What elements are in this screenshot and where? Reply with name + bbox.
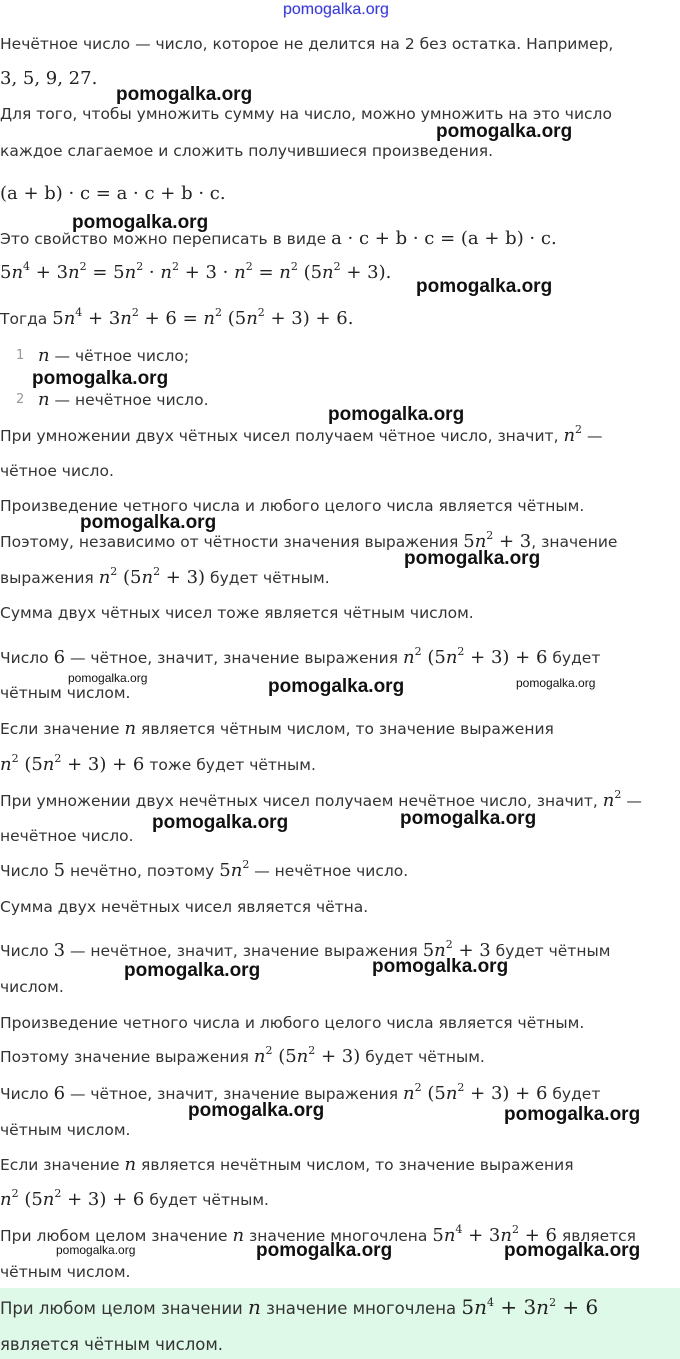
watermark: pomogalka.org: [124, 960, 261, 981]
math-line: $5n^4 + 3n^2 = 5n^2 \cdot n^2 + 3 \cdot n^2 = n^2$ $(5n^2 + 3)$.: [0, 260, 392, 283]
text-line: При любом целом значение n значение многочлена $5n^4 + 3n^2 + 6$ является: [0, 1223, 637, 1246]
math-line: 3, 5, 9, 27.: [0, 68, 98, 89]
watermark: pomogalka.org: [372, 956, 509, 977]
list-item-text: — чётное число;: [54, 347, 190, 365]
paragraph-text: Это свойство можно переписать в виде: [0, 230, 327, 248]
text-line: чётным числом.: [0, 1121, 131, 1139]
list-number: 1: [16, 348, 25, 363]
watermark: pomogalka.org: [152, 812, 289, 833]
list-item: n — нечётное число.: [38, 389, 209, 410]
text-line: выражения $n^2$ $(5n^2 + 3)$ будет чётным.: [0, 565, 330, 588]
watermark: pomogalka.org: [68, 671, 148, 685]
text-line: Сумма двух чётных чисел тоже является чётным числом.: [0, 604, 474, 622]
text-line: Произведение четного числа и любого целого числа является чётным.: [0, 1014, 585, 1032]
watermark: pomogalka.org: [400, 808, 537, 829]
watermark: pomogalka.org: [256, 1240, 393, 1261]
watermark: pomogalka.org: [404, 548, 541, 569]
text-line: [0, 140, 493, 162]
watermark: pomogalka.org: [188, 1100, 325, 1121]
text-line: При умножении двух чётных чисел получаем чётное число, значит, $n^2$ —: [0, 423, 603, 446]
text-line: Сумма двух нечётных чисел является чётна.: [0, 898, 369, 916]
watermark: pomogalka.org: [32, 368, 169, 389]
text-line: Если значение n является нечётным числом, то значение выражения: [0, 1154, 574, 1175]
paragraph-text: Нечётное число — число, которое не делится на 2 без остатка. Например,: [0, 35, 614, 53]
math-inline: a · c + b · c = (a + b) · c.: [331, 228, 557, 249]
watermark: pomogalka.org: [56, 1243, 136, 1257]
list-item: n — чётное число;: [38, 345, 190, 366]
answer-text: При любом целом значении n значение многочлена $5n^4 + 3n^2 + 6$: [0, 1295, 599, 1319]
text-line: Число 6 — чётное, значит, значение выражения $n^2$ $(5n^2 + 3) + 6$ будет: [0, 1081, 601, 1104]
text-line: $n^2$ $(5n^2 + 3) + 6$ будет чётным.: [0, 1187, 269, 1210]
watermark: pomogalka.org: [72, 212, 209, 233]
list-item-text: — нечётное число.: [54, 391, 209, 409]
watermark: pomogalka.org: [268, 676, 405, 697]
text-line: При умножении двух нечётных чисел получаем нечётное число, значит, $n^2$ —: [0, 788, 642, 811]
watermark: pomogalka.org: [116, 84, 253, 105]
text-line: числом.: [0, 978, 64, 996]
text-line: Тогда $5n^4 + 3n^2 + 6 = n^2$ $(5n^2 + 3) + 6$.: [0, 306, 354, 329]
watermark: pomogalka.org: [504, 1240, 641, 1261]
paragraph-text: Для того, чтобы умножить сумму на число, можно умножить на это число: [0, 105, 612, 123]
text-line: Число 3 — нечётное, значит, значение выражения $5n^2 + 3$ будет чётным: [0, 938, 611, 961]
paragraph-text: каждое слагаемое и сложить получившиеся произведения.: [0, 142, 494, 160]
text-line: чётным числом.: [0, 684, 131, 702]
text-line: [0, 33, 613, 55]
watermark: pomogalka.org: [416, 276, 553, 297]
paragraph-text: Тогда: [0, 310, 48, 328]
list-number: 2: [16, 392, 25, 407]
text-line: Поэтому значение выражения $n^2$ $(5n^2 + 3)$ будет чётным.: [0, 1044, 485, 1067]
text-line: чётное число.: [0, 462, 114, 480]
watermark: pomogalka.org: [504, 1104, 641, 1125]
answer-box: [0, 1288, 680, 1359]
text-line: Если значение n является чётным числом, то значение выражения: [0, 718, 554, 739]
text-line: чётным числом.: [0, 1263, 131, 1281]
watermark: pomogalka.org: [80, 512, 217, 533]
text-line: нечётное число.: [0, 827, 134, 845]
text-line: Число 5 нечётно, поэтому $5n^2$ — нечётное число.: [0, 858, 409, 881]
math-line: (a + b) · c = a · c + b · c.: [0, 183, 226, 204]
text-line: Произведение четного числа и любого целого числа является чётным.: [0, 497, 585, 515]
text-line: $n^2$ $(5n^2 + 3) + 6$ тоже будет чётным.: [0, 752, 316, 775]
text-line: Число 6 — чётное, значит, значение выражения $n^2$ $(5n^2 + 3) + 6$ будет: [0, 645, 601, 668]
watermark: pomogalka.org: [516, 676, 596, 690]
text-line: Поэтому, независимо от чётности значения выражения $5n^2 + 3$, значение: [0, 529, 618, 552]
watermark: pomogalka.org: [328, 404, 465, 425]
answer-text: является чётным числом.: [0, 1335, 224, 1354]
site-link[interactable]: pomogalka.org: [283, 1, 389, 18]
watermark: pomogalka.org: [436, 121, 573, 142]
